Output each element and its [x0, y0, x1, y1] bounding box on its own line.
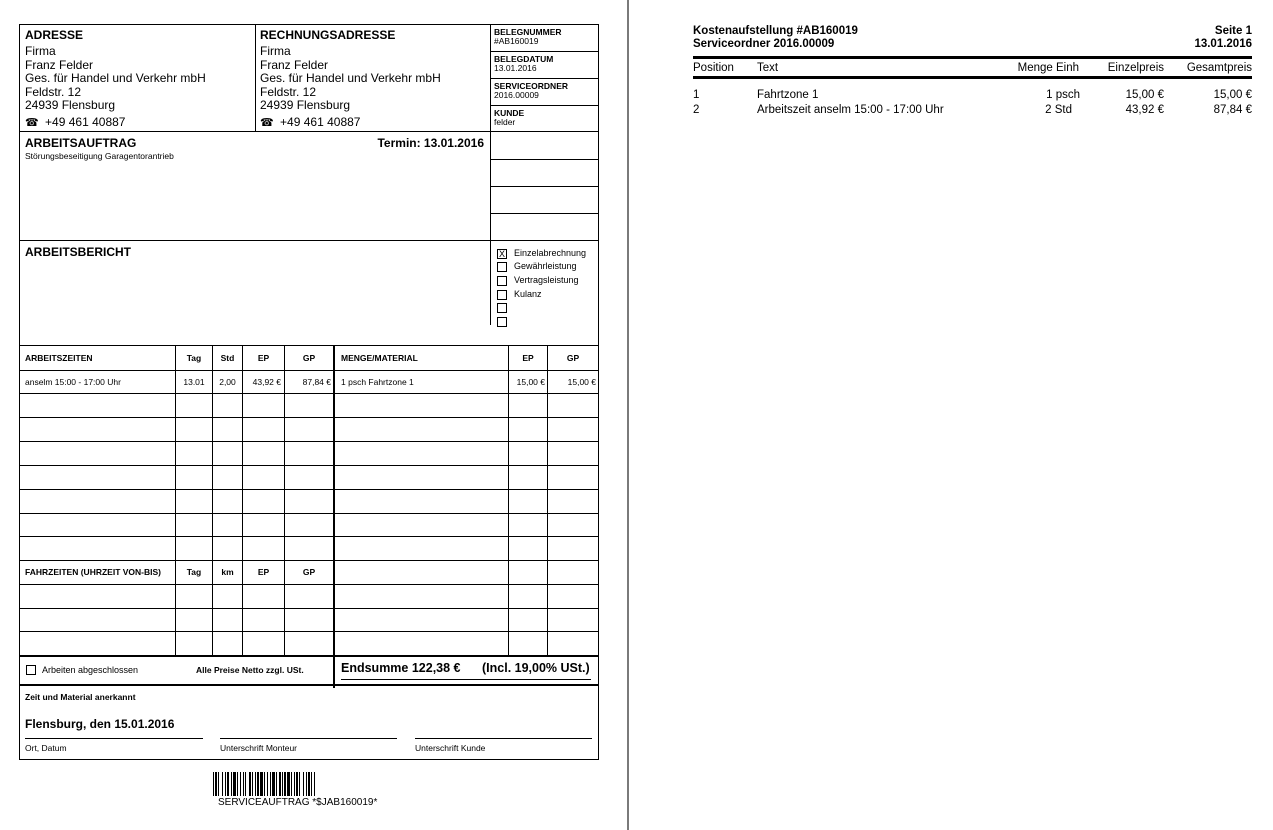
table-cell: 1 psch: [1046, 89, 1080, 101]
cost-sheet-date: 13.01.2016: [1194, 38, 1252, 50]
work-times-header: ARBEITSZEITEN: [25, 353, 93, 363]
doc-date: 13.01.2016: [494, 63, 537, 73]
column-header: Tag: [186, 353, 202, 363]
divider: [20, 465, 598, 466]
barcode-bar: [245, 772, 246, 796]
address-line: Ges. für Handel und Verkehr mbH: [25, 71, 206, 85]
barcode-bar: [233, 772, 236, 796]
barcode-bar: [218, 772, 219, 796]
address-line: 24939 Flensburg: [25, 98, 116, 112]
phone-number: +49 461 40887: [280, 115, 361, 129]
vat-note: (Incl. 19,00% USt.): [482, 661, 590, 675]
checkbox-extra-2[interactable]: [497, 317, 507, 327]
table-cell: 43,92 €: [252, 377, 281, 387]
checkbox-contract[interactable]: [497, 276, 507, 286]
barcode-text: SERVICEAUFTRAG *$JAB160019*: [218, 797, 378, 808]
net-prices-note: Alle Preise Netto zzgl. USt.: [196, 665, 304, 675]
billing-address-line: 24939 Flensburg: [260, 98, 351, 112]
column-header: EP: [257, 353, 270, 363]
barcode-bar: [252, 772, 253, 796]
table-cell: 15,00 €: [516, 377, 545, 387]
checkbox-work-completed[interactable]: [26, 665, 36, 675]
address-line: Firma: [25, 44, 56, 58]
customer-signature-label: Unterschrift Kunde: [415, 743, 486, 753]
divider: [490, 159, 598, 160]
doc-date-label: BELEGDATUM: [494, 54, 554, 64]
billing-address-block: [260, 45, 441, 113]
table-cell: 13.01: [183, 377, 205, 387]
billing-address-line: Feldstr. 12: [260, 84, 317, 99]
checkbox-label: Vertragsleistung: [514, 275, 579, 285]
service-folder-label: SERVICEORDNER: [494, 81, 568, 91]
service-folder-box: [494, 82, 568, 100]
barcode-bar: [225, 772, 226, 796]
table-cell: 87,84 €: [302, 377, 331, 387]
barcode-bar: [296, 772, 298, 796]
column-header: km: [221, 567, 234, 577]
barcode-bar: [264, 772, 265, 796]
work-order-title: ARBEITSAUFTRAG: [25, 136, 137, 150]
column-header: Position: [693, 62, 734, 74]
divider: [490, 51, 598, 52]
table-cell: anselm 15:00 - 17:00 Uhr: [25, 377, 121, 387]
divider: [693, 56, 1252, 59]
divider: [693, 76, 1252, 79]
address-line: Feldstr. 12: [25, 84, 82, 99]
checkbox-warranty[interactable]: [497, 262, 507, 272]
column-header: GP: [302, 353, 316, 363]
signature-line: [25, 738, 203, 739]
total-sum: Endsumme 122,38 €: [341, 661, 461, 675]
acknowledged-label: Zeit und Material anerkannt: [25, 692, 136, 702]
barcode-bar: [314, 772, 315, 796]
divider: [20, 655, 598, 657]
barcode-bar: [267, 772, 268, 796]
signature-line: [220, 738, 397, 739]
barcode-bar: [308, 772, 310, 796]
customer-id: felder: [494, 117, 516, 127]
address-phone: [25, 116, 125, 131]
divider: [20, 536, 598, 537]
table-cell: 43,92 €: [1125, 104, 1164, 116]
barcode-bar: [291, 772, 292, 796]
checkbox-extra-1[interactable]: [497, 303, 507, 313]
billing-address-line: Firma: [260, 44, 291, 58]
barcode-bar: [311, 772, 312, 796]
table-cell: 15,00 €: [567, 377, 596, 387]
divider: [20, 631, 598, 632]
table-cell: 2 Std: [1045, 104, 1072, 116]
barcode-bar: [270, 772, 271, 796]
checkbox-label: Kulanz: [514, 289, 542, 299]
table-cell: 1 psch Fahrtzone 1: [341, 377, 414, 387]
table-cell: 87,84 €: [1213, 104, 1252, 116]
table-cell: Fahrtzone 1: [757, 89, 819, 101]
travel-times-header: FAHRZEITEN (UHRZEIT VON-BIS): [25, 567, 161, 577]
barcode-bar: [287, 772, 290, 796]
table-cell: 15,00 €: [1125, 89, 1164, 101]
divider: [20, 240, 598, 241]
divider: [20, 684, 598, 686]
barcode-bar: [272, 772, 275, 796]
work-completed-label: Arbeiten abgeschlossen: [42, 665, 139, 675]
barcode-bar: [299, 772, 300, 796]
column-header: Text: [757, 62, 779, 74]
barcode-bar: [243, 772, 244, 796]
divider: [20, 370, 598, 371]
barcode-bar: [284, 772, 286, 796]
barcode-bar: [306, 772, 307, 796]
barcode-bar: [213, 772, 214, 796]
column-header: EP: [257, 567, 270, 577]
checkbox-label: Einzelabrechnung: [514, 248, 587, 258]
barcode-bar: [227, 772, 229, 796]
service-order-form: [19, 24, 599, 760]
table-cell: 2,00: [219, 377, 236, 387]
divider: [20, 608, 598, 609]
service-folder: 2016.00009: [494, 90, 539, 100]
cost-sheet-title: Kostenaufstellung #AB160019: [693, 25, 858, 37]
divider: [341, 679, 591, 680]
doc-date-box: [494, 55, 553, 73]
divider: [490, 186, 598, 187]
customer-label: KUNDE: [494, 108, 525, 118]
phone-icon: ☎: [25, 117, 39, 129]
barcode-bar: [231, 772, 232, 796]
signature-line: [415, 738, 592, 739]
barcode-bar: [255, 772, 256, 796]
table-cell: Arbeitszeit anselm 15:00 - 17:00 Uhr: [757, 104, 944, 116]
divider: [20, 560, 598, 561]
column-header: Menge Einh: [1017, 62, 1079, 74]
barcode-bar: [282, 772, 283, 796]
column-header: Gesamtpreis: [1186, 62, 1252, 74]
column-header: Std: [220, 353, 235, 363]
barcode-bar: [249, 772, 251, 796]
page-divider: [627, 0, 629, 830]
divider: [20, 417, 598, 418]
doc-number-box: [494, 28, 562, 46]
divider: [490, 105, 598, 106]
divider: [20, 345, 598, 346]
column-header: GP: [302, 567, 316, 577]
divider: [20, 441, 598, 442]
barcode-bar: [240, 772, 241, 796]
column-header: EP: [522, 353, 534, 363]
cost-sheet-subtitle: Serviceordner 2016.00009: [693, 38, 835, 50]
billing-address-line: Ges. für Handel und Verkehr mbH: [260, 71, 441, 85]
barcode-bar: [276, 772, 277, 796]
barcode-bar: [257, 772, 259, 796]
divider: [255, 25, 256, 132]
divider: [20, 489, 598, 490]
divider: [490, 213, 598, 214]
page-number: Seite 1: [1214, 25, 1252, 37]
material-header: MENGE/MATERIAL: [341, 353, 418, 363]
place-date-label: Ort, Datum: [25, 743, 67, 753]
barcode-bar: [260, 772, 263, 796]
barcode-bar: [222, 772, 223, 796]
barcode-bar: [279, 772, 281, 796]
table-cell: 2: [693, 104, 700, 116]
address-block: [25, 45, 206, 113]
address-title: ADRESSE: [25, 28, 84, 42]
column-header: GP: [566, 353, 580, 363]
barcode-bar: [303, 772, 304, 796]
checkbox-billing-single[interactable]: X: [498, 249, 505, 259]
divider: [20, 131, 598, 132]
divider: [333, 345, 335, 688]
barcode-image: [213, 772, 403, 796]
table-cell: 1: [693, 89, 700, 101]
divider: [20, 393, 598, 394]
checkbox-label: Gewährleistung: [514, 261, 577, 271]
column-header: Einzelpreis: [1107, 62, 1164, 74]
work-order-date: Termin: 13.01.2016: [377, 136, 484, 150]
billing-address-phone: [260, 116, 360, 131]
billing-address-title: RECHNUNGSADRESSE: [260, 28, 396, 42]
barcode-bar: [294, 772, 295, 796]
barcode-bar: [215, 772, 217, 796]
divider: [490, 78, 598, 79]
phone-number: +49 461 40887: [45, 115, 126, 129]
checkbox-goodwill[interactable]: [497, 290, 507, 300]
fitter-signature-label: Unterschrift Monteur: [220, 743, 297, 753]
work-order-description: Störungsbeseitigung Garagentorantrieb: [25, 151, 174, 161]
divider: [20, 584, 598, 585]
phone-icon: ☎: [260, 117, 274, 129]
barcode-bar: [237, 772, 238, 796]
work-report-title: ARBEITSBERICHT: [25, 245, 132, 259]
billing-address-line: Franz Felder: [260, 57, 329, 72]
divider: [20, 513, 598, 514]
place-date: Flensburg, den 15.01.2016: [25, 717, 175, 731]
customer-box: [494, 109, 524, 127]
divider: [490, 25, 491, 325]
address-line: Franz Felder: [25, 57, 94, 72]
doc-number-label: BELEGNUMMER: [494, 27, 562, 37]
column-header: Tag: [186, 567, 202, 577]
doc-number: #AB160019: [494, 36, 539, 46]
table-cell: 15,00 €: [1213, 89, 1252, 101]
